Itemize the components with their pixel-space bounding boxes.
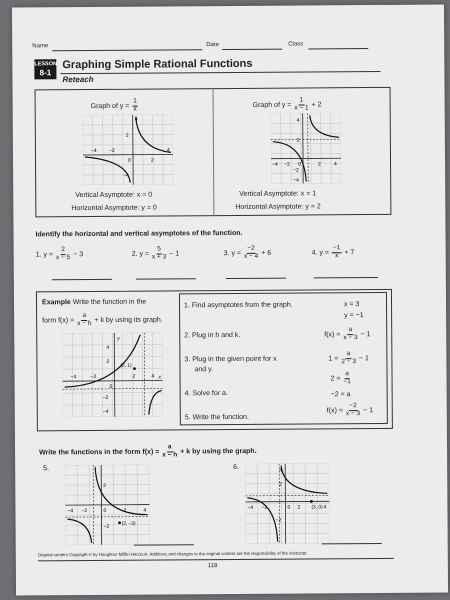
answer-line-4: [314, 277, 378, 278]
name-line: [52, 49, 202, 51]
step-4-label: 4. Solve for a.: [184, 390, 228, 398]
problem-6-y-axis: [285, 464, 286, 544]
problem-4-num: −1: [332, 244, 341, 252]
step-1-result-1: x = 3: [344, 301, 360, 309]
graph2-vertical-asymptote: Vertical Asymptote: x = 1: [239, 190, 317, 198]
graph2-label: [253, 97, 322, 112]
problem-2-number: 2.: [131, 250, 138, 258]
problem-6-tick-x2: 0: [287, 504, 291, 511]
problem-5-tick-y0: 2: [103, 482, 107, 489]
graph1-tick-y0: 4: [134, 116, 138, 123]
graph1-svg: [83, 114, 173, 185]
title-rule: [60, 71, 380, 74]
graph1-tick-x1: −2: [108, 147, 115, 154]
name-label: Name: [32, 43, 49, 50]
example-text1: Write the function in the: [72, 298, 147, 307]
identify-instruction: Identify the horizontal and vertical asymptotes of the function.: [35, 229, 243, 239]
step-5-result-post: − 1: [363, 407, 374, 415]
step-2-result-pre: f(x) =: [324, 331, 341, 339]
problem-1-lead: y =: [43, 251, 54, 259]
problem-6-tick-x1: −2: [261, 504, 268, 511]
problem-1-number: 1.: [35, 251, 42, 259]
step-3-label-2: and y.: [194, 366, 214, 374]
problem-5-curve-left: [68, 519, 92, 543]
problem-1: [36, 247, 84, 262]
problem-6-number: 6.: [233, 463, 240, 471]
problem-5-tick-x3: 2: [123, 507, 127, 514]
step-5-result: [327, 403, 373, 418]
example-tick-x2: 0: [109, 383, 113, 390]
step-5-num: −2: [349, 402, 357, 410]
problem-4-den: x: [335, 252, 339, 260]
example-tick-y3: −4: [102, 408, 109, 415]
step-3-result-2: [331, 371, 352, 386]
problem-3-den: x − 4: [243, 252, 259, 260]
problem-5-h-asymptote: [66, 517, 150, 518]
problem-6-tick-x4: 4: [323, 504, 327, 511]
page-subtitle: Reteach: [62, 74, 94, 85]
step-2-result: [324, 327, 370, 342]
write-instruction: [39, 444, 257, 460]
example-y-axis-label: y: [117, 335, 120, 342]
problem-6-gridlines: [245, 463, 330, 544]
answer-line-6: [322, 543, 382, 544]
problem-5-y-axis: [101, 465, 102, 545]
step-4-result: −2 = a: [330, 391, 351, 399]
write-instruction-a: Write the functions in the form f(x) =: [39, 448, 160, 457]
graph1-tick-x4: 4: [166, 147, 170, 154]
problem-6-v-asymptote: [279, 464, 283, 544]
problem-5-point-label: (2, −3): [121, 521, 136, 527]
graph1-fraction: [132, 99, 138, 114]
example-graph-svg: [62, 332, 163, 417]
step-5-fraction: [346, 403, 360, 418]
graph1-tick-x3: 2: [151, 157, 154, 164]
step-3-fraction-2: [343, 371, 351, 386]
problem-5-tick-x1: −2: [81, 508, 88, 515]
lesson-label: LESSON: [34, 61, 57, 68]
step-1-result-2: y = −1: [344, 312, 364, 320]
example-point: [133, 367, 136, 370]
graph1-tick-x2: 0: [128, 157, 131, 164]
page-number: 118: [207, 563, 218, 570]
class-label: Class: [288, 41, 304, 48]
problem-6-curve-right: [281, 465, 327, 493]
problem-5-point: [118, 521, 121, 524]
example-tick-x0: −4: [70, 374, 77, 381]
graph2-gridlines: [271, 113, 341, 183]
graph1-label-lead: Graph of y =: [90, 102, 130, 111]
example-tick-x3: 2: [132, 373, 136, 380]
example-x-axis: [63, 380, 163, 381]
problem-6-point-label: (3, 0): [311, 505, 323, 511]
lesson-number: 8-1: [39, 68, 52, 78]
graph2-tick-y3: −4: [293, 177, 299, 184]
write-instruction-b: + k by using the graph.: [180, 447, 257, 456]
problem-5-v-asymptote: [93, 465, 94, 545]
example-tick-y0: 4: [106, 344, 110, 351]
example-intro-line2: [42, 312, 163, 327]
example-den: x − h: [77, 319, 92, 327]
problem-3-num: −2: [247, 244, 255, 252]
problem-2: [132, 246, 180, 261]
problem-6-tick-y1: 2: [279, 481, 283, 488]
problem-5-tick-x2: 0: [103, 507, 107, 514]
problem-2-lead: y =: [139, 250, 150, 258]
answer-line-5: [134, 544, 194, 545]
problem-2-tail: − 1: [169, 250, 180, 258]
problem-1-fraction: [56, 247, 70, 262]
example-tick-x1: −2: [90, 373, 97, 380]
answer-line-3: [226, 278, 286, 279]
graph1-den: x: [133, 105, 137, 113]
problem-4: [312, 245, 355, 260]
problem-6-h-asymptote: [245, 495, 329, 496]
problem-1-den: x − 5: [55, 253, 71, 262]
step-3-fraction: [341, 351, 356, 366]
step-2-label: 2. Plug in h and k.: [184, 331, 241, 340]
graph2-tick-x1: −2: [284, 161, 290, 168]
graph2-suffix: + 2: [311, 101, 322, 109]
problem-3: [224, 246, 272, 261]
example-y-axis: [114, 333, 115, 417]
graph2-horizontal-asymptote: Horizontal Asymptote: y = 2: [235, 203, 321, 211]
problem-4-number: 4.: [311, 249, 318, 257]
problem-3-fraction: [244, 246, 258, 261]
problem-3-lead: y =: [231, 250, 242, 258]
graph1-curve-left: [85, 157, 130, 183]
step-3-num-2: a: [345, 370, 349, 378]
graph2-tick-x2: 0: [298, 161, 301, 168]
graph2-tick-y0: 4: [296, 117, 300, 124]
example-num: a: [82, 312, 87, 320]
graph2-num: 1: [299, 96, 304, 104]
graph2-den: x − 1: [294, 104, 309, 112]
example-label: Example: [41, 299, 71, 307]
problem-5-tick-x4: 4: [143, 507, 147, 514]
problem-5-number: 5.: [43, 465, 50, 473]
problem-3-number: 3.: [223, 250, 230, 258]
class-line: [308, 48, 368, 49]
example-gridlines: [62, 332, 163, 417]
example-tick-y1: 2: [106, 358, 110, 365]
step-3-result: [328, 351, 369, 366]
problem-6-tick-x0: −4: [247, 504, 254, 511]
graph2-svg: [271, 113, 341, 183]
step-5-label: 5. Write the function.: [184, 413, 249, 422]
lesson-badge: [34, 59, 56, 79]
problem-5-x-axis: [65, 505, 149, 506]
step-2-result-post: − 1: [360, 331, 371, 339]
step-1-label: 1. Find asymptotes from the graph.: [184, 301, 293, 310]
step-3-result-post: − 1: [358, 355, 369, 363]
answer-line-2: [136, 278, 196, 279]
graph1-tick-y2: −4: [123, 172, 129, 179]
step-3-result-pre: 1 =: [328, 355, 339, 363]
problem-3-tail: + 6: [261, 249, 272, 257]
step-2-den: x − 3: [343, 333, 358, 342]
example-text2a: form f(x) =: [42, 317, 75, 325]
step-3-num: a: [346, 350, 351, 358]
graph2-tick-y1: 2: [296, 137, 300, 144]
step-3-den: 2 − 3: [341, 357, 356, 366]
footer-rule: [38, 558, 394, 561]
graph2-fraction: [294, 97, 308, 112]
problem-1-tail: − 3: [73, 251, 84, 259]
graph2-tick-x0: −4: [272, 161, 278, 168]
example-point-label: (2, 1): [120, 363, 132, 369]
problem-4-lead: y =: [319, 249, 330, 257]
write-form-fraction: [162, 444, 177, 459]
graph1-vertical-asymptote: Vertical Asymptote: x = 0: [75, 191, 153, 200]
step-3-result2-pre: 2 =: [330, 375, 341, 383]
graph1-label: [91, 99, 139, 114]
problem-6-tick-y2: −2: [275, 517, 282, 524]
graph2-tick-y2: −2: [293, 167, 299, 174]
page-title: Graphing Simple Rational Functions: [62, 57, 253, 72]
step-3-label: 3. Plug in the given point for x: [184, 355, 277, 364]
problem-4-tail: + 7: [344, 249, 355, 257]
step-2-fraction: [343, 327, 357, 342]
problem-6-x-axis: [245, 501, 329, 502]
graph1-x-axis: [83, 154, 173, 155]
problem-2-fraction: [152, 246, 166, 261]
example-curve-right: [149, 390, 162, 414]
example-h-asymptote: [63, 388, 163, 389]
problem-5-tick-y1: −2: [103, 523, 110, 530]
example-tick-y2: −2: [102, 394, 109, 401]
date-line: [222, 49, 282, 50]
problem-2-num: 5: [157, 245, 161, 253]
example-x-axis-label: x: [158, 374, 162, 381]
graph1-horizontal-asymptote: Horizontal Asymptote: y = 0: [71, 204, 157, 213]
example-intro-line1: [42, 299, 146, 307]
step-2-num: a: [348, 326, 353, 334]
problem-5-tick-x0: −4: [67, 508, 74, 515]
graph2-tick-x3: 2: [318, 161, 321, 168]
worksheet-page: [12, 4, 448, 595]
date-label: Date: [206, 42, 219, 49]
graph1-num: 1: [133, 97, 137, 105]
answer-line-1: [52, 279, 112, 280]
graph2-label-lead: Graph of y =: [252, 101, 292, 109]
example-tick-x4: 4: [151, 373, 155, 380]
step-3-den-2: −1: [343, 377, 351, 386]
footer-copyright: Original content Copyright © by Houghton Mifflin Harcourt. Additions and changes to the original content are the responsibility of the instructor.: [37, 550, 308, 558]
problem-6-graph-svg: [245, 463, 330, 544]
problem-5-graph-svg: [65, 465, 150, 546]
graph2-tick-x4: 4: [334, 161, 337, 168]
write-den: x − h: [162, 451, 178, 459]
problem-2-den: x + 3: [151, 253, 167, 261]
example-form-fraction: [77, 313, 91, 328]
problem-6-tick-y0: 4: [279, 467, 282, 474]
problem-1-num: 2: [61, 246, 65, 254]
graph1-tick-y1: 2: [125, 132, 129, 139]
problem-4-fraction: [332, 245, 342, 260]
problem-6-tick-x3: 2: [297, 504, 301, 511]
step-5-result-pre: f(x) =: [326, 407, 343, 415]
problem-6-point: [310, 500, 313, 503]
step-5-den: x − 3: [345, 409, 361, 418]
graph2-curve-right: [310, 115, 339, 137]
example-v-asymptote: [144, 333, 145, 417]
example-text2b: + k by using its graph.: [94, 316, 163, 325]
write-num: a: [167, 443, 172, 451]
graph1-tick-x0: −4: [90, 147, 97, 154]
